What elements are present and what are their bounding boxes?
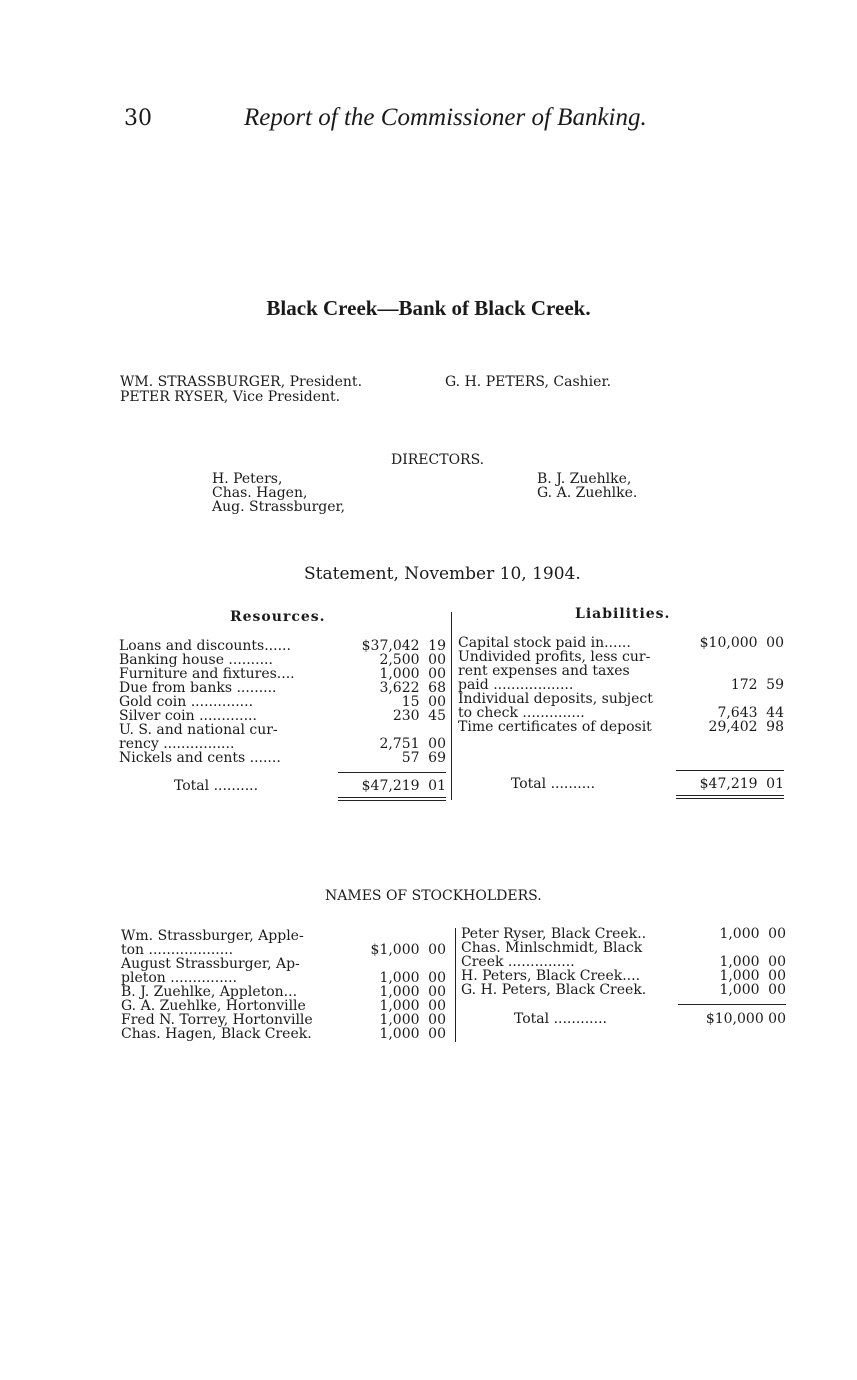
liability-row-label: Capital stock paid in...... <box>458 635 631 651</box>
stockholder-left-row-dollars: 1,000 <box>379 970 420 986</box>
statement-divider <box>451 612 452 800</box>
resource-row-amount <box>338 751 446 765</box>
resource-row-label: Loans and discounts...... <box>119 638 291 654</box>
resource-row-label: Nickels and cents ....... <box>119 750 281 766</box>
resource-row-cents: 00 <box>428 652 446 668</box>
liabilities-total-double-rule-1 <box>676 795 784 796</box>
stockholder-right-row-amount <box>678 955 786 969</box>
resource-row-cents: 00 <box>428 736 446 752</box>
stockholder-right-row-dollars: 1,000 <box>719 968 760 984</box>
stockholder-left-row-amount <box>338 1013 446 1027</box>
stockholder-right-row-amount <box>678 941 786 955</box>
resource-row-amount <box>338 737 446 751</box>
resource-row-dollars: 2,500 <box>379 652 420 668</box>
resource-row-dollars: 15 <box>401 694 420 710</box>
resource-row-label: Banking house .......... <box>119 652 273 668</box>
running-title: Report of the Commissioner of Banking. <box>244 104 647 131</box>
stockholder-left-row-cents: 00 <box>428 984 446 1000</box>
stockholder-left-row-dollars: 1,000 <box>379 984 420 1000</box>
stockholder-left-row-label: ton ................... <box>121 942 234 958</box>
directors-heading: DIRECTORS. <box>391 452 485 468</box>
liabilities-total-double-rule-2 <box>676 798 784 799</box>
stockholder-left-row-amount <box>338 929 446 943</box>
resource-row-dollars: 3,622 <box>379 680 420 696</box>
resource-row-amount <box>338 653 446 667</box>
liability-row-dollars: 172 <box>730 677 758 693</box>
cashier: G. H. PETERS, Cashier. <box>445 374 612 390</box>
resource-row-amount <box>338 639 446 653</box>
resource-row-cents: 68 <box>428 680 446 696</box>
stockholder-left-row-dollars: 1,000 <box>379 998 420 1014</box>
resource-row-amount <box>338 667 446 681</box>
liability-row-label: rent expenses and taxes <box>458 663 630 679</box>
resource-row-cents: 45 <box>428 708 446 724</box>
stockholder-right-row-label: Chas. Minlschmidt, Black <box>461 940 643 956</box>
stockholder-left-row-label: Chas. Hagen, Black Creek. <box>121 1026 312 1042</box>
stockholder-left-row-dollars: 1,000 <box>379 1026 420 1042</box>
liabilities-heading: Liabilities. <box>575 606 671 622</box>
stockholder-left-row-dollars: 1,000 <box>379 1012 420 1028</box>
stockholder-left-row-amount <box>338 957 446 971</box>
stockholder-right-row-cents: 00 <box>768 926 786 942</box>
stockholder-left-row-label: Wm. Strassburger, Apple- <box>121 928 304 944</box>
resource-row-cents: 19 <box>428 638 446 654</box>
liabilities-total-rule <box>676 770 784 771</box>
stockholders-heading: NAMES OF STOCKHOLDERS. <box>325 888 542 904</box>
stockholder-left-row-label: B. J. Zuehlke, Appleton... <box>121 984 298 1000</box>
liability-row-amount <box>676 636 784 650</box>
statement-title: Statement, November 10, 1904. <box>304 564 581 584</box>
liability-row-label: Time certificates of deposit <box>458 719 652 735</box>
resource-row-label: Gold coin .............. <box>119 694 254 710</box>
resource-row-label: U. S. and national cur- <box>119 722 278 738</box>
liability-row-cents: 98 <box>766 719 784 735</box>
liability-row-dollars: 7,643 <box>717 705 758 721</box>
director-left-3: Aug. Strassburger, <box>212 499 346 515</box>
liabilities-total-cents: 01 <box>766 776 784 792</box>
stockholders-divider <box>455 928 456 1042</box>
liability-row-label: Undivided profits, less cur- <box>458 649 651 665</box>
stockholder-right-row-dollars: 1,000 <box>719 982 760 998</box>
liabilities-total-dollars: $47,219 <box>699 776 758 792</box>
liability-row-amount <box>676 650 784 664</box>
resources-total-rule <box>338 772 446 773</box>
liability-row-amount <box>676 720 784 734</box>
stockholder-left-row-cents: 00 <box>428 1026 446 1042</box>
resource-row-amount <box>338 681 446 695</box>
resource-row-label: Due from banks ......... <box>119 680 277 696</box>
stockholder-left-row-cents: 00 <box>428 942 446 958</box>
liability-row-amount <box>676 692 784 706</box>
page-number: 30 <box>124 106 152 131</box>
stockholder-left-row-label: August Strassburger, Ap- <box>121 956 300 972</box>
stockholder-left-row-cents: 00 <box>428 998 446 1014</box>
liability-row-amount <box>676 678 784 692</box>
resource-row-dollars: 1,000 <box>379 666 420 682</box>
stockholder-right-row-label: G. H. Peters, Black Creek. <box>461 982 647 998</box>
resources-total-dollars: $47,219 <box>361 778 420 794</box>
director-left-1: H. Peters, <box>212 471 283 487</box>
resource-row-dollars: 2,751 <box>379 736 420 752</box>
resources-total-amount <box>338 779 446 793</box>
resource-row-label: Furniture and fixtures.... <box>119 666 295 682</box>
stockholder-right-row-amount <box>678 969 786 983</box>
resources-total-double-rule-1 <box>338 797 446 798</box>
stockholder-right-row-cents: 00 <box>768 968 786 984</box>
stockholders-total-label: Total ............ <box>514 1011 607 1027</box>
stockholder-right-row-cents: 00 <box>768 954 786 970</box>
liability-row-label: to check .............. <box>458 705 585 721</box>
stockholder-right-row-label: Creek ............... <box>461 954 575 970</box>
director-right-1: B. J. Zuehlke, <box>537 471 632 487</box>
liabilities-total-label: Total .......... <box>511 776 596 792</box>
resource-row-amount <box>338 695 446 709</box>
liability-row-amount <box>676 706 784 720</box>
resource-row-cents: 00 <box>428 666 446 682</box>
liability-row-dollars: $10,000 <box>699 635 758 651</box>
stockholder-left-row-label: G. A. Zuehlke, Hortonville <box>121 998 306 1014</box>
liability-row-amount <box>676 664 784 678</box>
stockholder-left-row-amount <box>338 999 446 1013</box>
stockholder-left-row-cents: 00 <box>428 1012 446 1028</box>
resources-total-cents: 01 <box>428 778 446 794</box>
liability-row-cents: 00 <box>766 635 784 651</box>
resource-row-cents: 00 <box>428 694 446 710</box>
resource-row-dollars: 57 <box>401 750 420 766</box>
stockholder-left-row-dollars: $1,000 <box>370 942 420 958</box>
liability-row-cents: 44 <box>766 705 784 721</box>
stockholders-total-rule <box>678 1004 786 1005</box>
director-left-2: Chas. Hagen, <box>212 485 308 501</box>
liabilities-total-amount <box>676 777 784 791</box>
liability-row-label: paid .................. <box>458 677 574 693</box>
resources-heading: Resources. <box>230 609 326 625</box>
resource-row-dollars: 230 <box>392 708 420 724</box>
resource-row-amount <box>338 723 446 737</box>
stockholder-right-row-dollars: 1,000 <box>719 926 760 942</box>
resource-row-cents: 69 <box>428 750 446 766</box>
vice-president: PETER RYSER, Vice President. <box>120 389 341 405</box>
resource-row-amount <box>338 709 446 723</box>
director-right-2: G. A. Zuehlke. <box>537 485 638 501</box>
stockholder-left-row-label: pleton ............... <box>121 970 237 986</box>
stockholder-right-row-amount <box>678 927 786 941</box>
stockholder-right-row-amount <box>678 983 786 997</box>
stockholder-right-row-label: H. Peters, Black Creek.... <box>461 968 641 984</box>
resource-row-label: rency ................ <box>119 736 235 752</box>
resources-total-double-rule-2 <box>338 800 446 801</box>
stockholder-right-row-label: Peter Ryser, Black Creek.. <box>461 926 647 942</box>
liability-row-label: Individual deposits, subject <box>458 691 653 707</box>
resource-row-label: Silver coin ............. <box>119 708 257 724</box>
stockholder-left-row-amount <box>338 971 446 985</box>
stockholder-right-row-dollars: 1,000 <box>719 954 760 970</box>
liability-row-dollars: 29,402 <box>708 719 758 735</box>
resources-total-label: Total .......... <box>174 778 259 794</box>
stockholder-left-row-amount <box>338 943 446 957</box>
stockholder-left-row-cents: 00 <box>428 970 446 986</box>
president: WM. STRASSBURGER, President. <box>120 374 363 390</box>
stockholders-total-amount: $10,000 00 <box>705 1011 786 1027</box>
stockholder-right-row-cents: 00 <box>768 982 786 998</box>
stockholder-left-row-amount <box>338 985 446 999</box>
stockholder-left-row-amount <box>338 1027 446 1041</box>
stockholder-left-row-label: Fred N. Torrey, Hortonville <box>121 1012 313 1028</box>
bank-title: Black Creek—Bank of Black Creek. <box>266 296 591 320</box>
resource-row-dollars: $37,042 <box>361 638 420 654</box>
liability-row-cents: 59 <box>766 677 784 693</box>
